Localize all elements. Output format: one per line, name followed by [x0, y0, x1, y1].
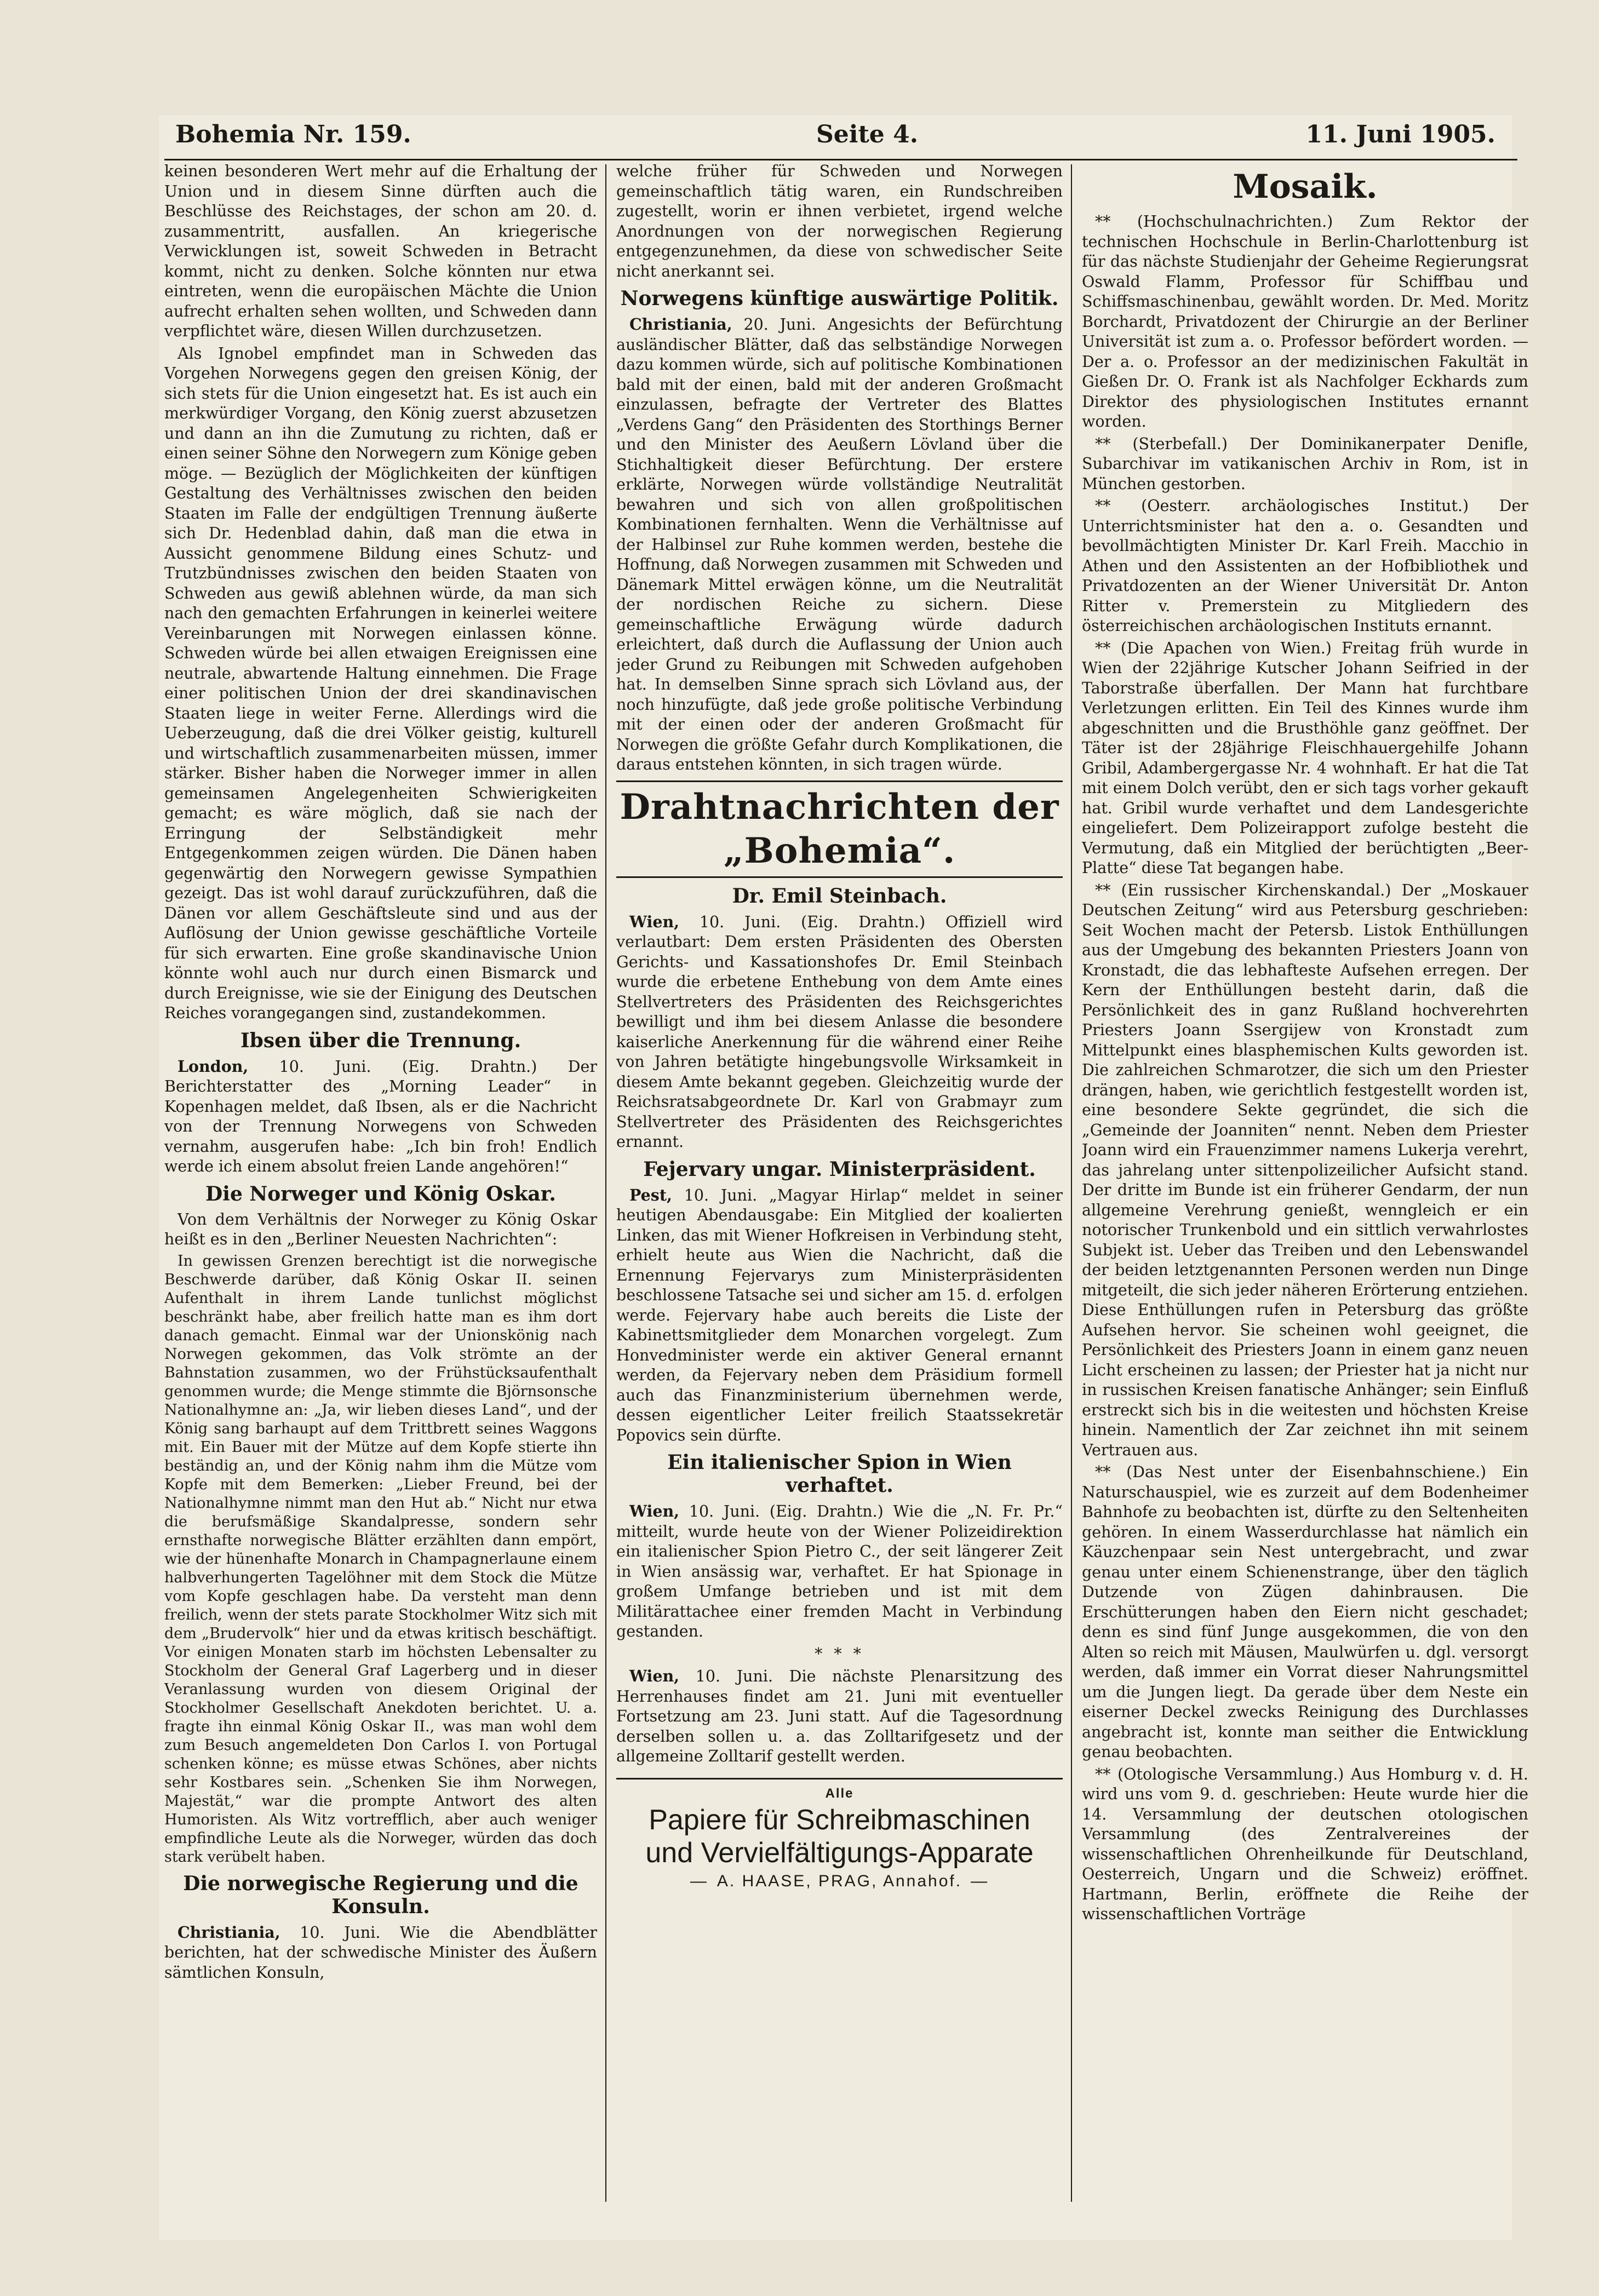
separator-stars: * * *: [815, 1644, 864, 1663]
dateline: Wien,: [629, 1502, 680, 1520]
mosaik-item: ** (Die Apachen von Wien.) Freitag früh wurde in Wien der 22jährige Kutscher Johann Seifried in der Taborstraße überfallen. Der Mann hat furchtbare Verletzungen erlitten. Ein Teil des Kinnes wurde ihm abgeschnitten und die Brusthöhle ganz geöffnet. Der Täter ist der 28jährige Fleischhauergehilfe Johann Gribil, Adambergergasse Nr. 4 wohnhaft. Er hat die Tat mit einem Dolch verübt, den er sich tags vorher gekauft hat. Gribil wurde verhaftet und dem Landesgerichte eingeliefert. Dem Polizeirapport zufolge besteht die Vermutung, daß ein Mitglied der berüchtigten „Beer-Platte“ diese Tat begangen habe.: [1082, 639, 1528, 877]
article-paragraph: 10. Juni. „Magyar Hirlap“ meldet in seiner heutigen Abendausgabe: Ein Mitglied der koalierten Linken, das mit Wiener Hofkreisen in Verbindung steht, erhielt heute aus Wien die Nachricht, daß die Ernennung Fejervarys zum Ministerpräsidenten beschlossene Tatsache sei und sicher am 15. d. erfolgen werde. Fejervary habe auch bereits die Liste der Kabinettsmitglieder dem Monarchen vorgelegt. Zum Honvedminister werde ein aktiver General ernannt werden, da Fejervary neben dem Präsidium formell auch das Finanzministerium übernehmen werde, dessen eigentlicher Leiter freilich Staatssekretär Popovics sein dürfte.: [616, 1186, 1063, 1444]
column-1: [164, 162, 597, 2205]
mosaik-item: ** (Sterbefall.) Der Dominikanerpater Denifle, Subarchivar im vatikanischen Archiv in Rom, ist in München gestorben.: [1082, 434, 1528, 493]
mosaik-item: ** (Hochschulnachrichten.) Zum Rektor der technischen Hochschule in Berlin-Charlottenburg ist für das nächste Studienjahr der Geheime Regierungsrat Oswald Flamm, Professor für Schiffbau und Schiffsmaschinenbau, gewählt worden. Dr. Med. Moritz Borchardt, Privatdozent der Chirurgie an der Berliner Universität ist zum a. o. Professor befördert worden. — Der a. o. Professor an der medizinischen Fakultät in Gießen Dr. O. Frank ist als Nachfolger Eckhards zum Direktor des physiologischen Institutes ernannt worden.: [1082, 213, 1528, 431]
column-3: [1082, 162, 1528, 2205]
section-title-drahtnachrichten: Drahtnachrichten der „Bohemia“.: [616, 780, 1063, 878]
ad-firm-dash: —: [690, 1872, 708, 1890]
advertisement: [616, 1778, 1063, 1892]
headline-regierung-konsuln: Die norwegische Regierung und die Konsuln.: [183, 1872, 578, 1918]
ad-firm-name: A. HAASE, PRAG, Annahof.: [717, 1872, 962, 1890]
ad-kicker: Alle: [825, 1786, 854, 1801]
ad-firm-dash: —: [971, 1872, 989, 1890]
dateline: Wien,: [629, 1667, 680, 1685]
dateline: Pest,: [629, 1185, 672, 1204]
column-rule-2: [1071, 164, 1072, 2202]
header-rule: [164, 159, 1517, 160]
article-paragraph: 10. Juni. (Eig. Drahtn.) Offiziell wird verlautbart: Dem ersten Präsidenten des Obersten Gerichts- und Kassationshofes Dr. Emil Steinbach wurde die erbetene Enthebung von dem Amte eines Stellvertreters des Präsidenten des Reichsgerichtes bewilligt und ihm bei diesem Anlasse die besondere kaiserliche Anerkennung für die während einer Reihe von Jahren betätigte hingebungsvolle Wirksamkeit in diesem Amte bekannt gegeben. Gleichzeitig wurde der Reichsratsabgeordnete Dr. Karl von Grabmayr zum Stellvertreter des Präsidenten des Reichsgerichtes ernannt.: [616, 912, 1063, 1151]
article-paragraph: 10. Juni. Die nächste Plenarsitzung des Herrenhauses findet am 21. Juni mit eventueller Fortsetzung am 23. Juni statt. Auf die Tagesordnung derselben sollen u. a. das Zolltarifgesetz und der allgemeine Zolltarif gestellt werden.: [616, 1667, 1063, 1765]
dateline: Wien,: [629, 912, 680, 931]
headline-norweger-oskar: Die Norweger und König Oskar.: [205, 1182, 556, 1206]
mosaik-item: ** (Das Nest unter der Eisenbahnschiene.) Ein Naturschauspiel, wie es zurzeit auf dem Bodenheimer Bahnhofe zu beobachten ist, dürfte zu den Seltenheiten gehören. In einem Wasserdurchlasse hat nämlich ein Käuzchenpaar sein Nest untergebracht, und zwar genau unter einem Schienenstrange, über den täglich Dutzende von Zügen dahinbrausen. Die Erschütterungen haben den Eiern nicht geschadet; denn es sind fünf Junge ausgekommen, die von den Alten so reich mit Mäusen, Maulwürfen u. dgl. versorgt werden, daß immer ein Vorrat dieser Nahrungsmittel um die Jungen liegt. Da gerade über dem Neste ein eiserner Deckel zwecks Reinigung des Durchlasses angebracht ist, konnte man seither die Entwicklung genau beobachten.: [1082, 1463, 1528, 1761]
dateline: Christiania,: [629, 315, 732, 334]
mosaik-item: ** (Otologische Versammlung.) Aus Homburg v. d. H. wird uns vom 9. d. geschrieben: Heute wurde hier die 14. Versammlung der deutschen otologischen Versammlung (des Zentralvereines der wissenschaftlichen Ohrenheilkunde für Deutschland, Oesterreich, Ungarn und die Schweiz) eröffnet. Hartmann, Berlin, eröffnete die Reihe der wissenschaftlichen Vorträge: [1082, 1765, 1528, 1923]
headline-steinbach: Dr. Emil Steinbach.: [732, 884, 947, 908]
header-date: 11. Juni 1905.: [1305, 120, 1495, 148]
mosaik-item: ** (Ein russischer Kirchenskandal.) Der „Moskauer Deutschen Zeitung“ wird aus Petersburg geschrieben: Seit Wochen macht der Petersb. Listok Enthüllungen aus der Umgebung des bekannten Priesters Joann von Kronstadt, die das lebhafteste Aufsehen erregen. Der Kern der Enthüllungen besteht darin, daß die Persönlichkeit des in ganz Rußland hochverehrten Priesters Joann Ssergijew von Kronstadt zum Mittelpunkt eines blasphemischen Kults geworden ist. Die zahlreichen Schmarotzer, die sich um den Priester drängen, haben, wie gerichtlich festgestellt worden ist, eine besondere Sekte gegründet, die sich die „Gemeinde der Joanniten“ nennt. Neben dem Priester Joann wird ein Frauenzimmer namens Lukerja verehrt, das jahrelang unter sittenpolizeilicher Aufsicht stand. Der dritte im Bunde ist ein früherer Gendarm, der nun allgemeine Verehrung genießt, wenngleich er ein notorischer Trunkenbold und ein sittlich verwahrlostes Subjekt ist. Ueber das Treiben und den Lebenswandel der beiden letztgenannten Personen werden nun Dinge mitgeteilt, die sich jeder näheren Erörterung entziehen. Diese Enthüllungen rufen in Petersburg das größte Aufsehen hervor. Sie scheinen wohl geeignet, die Persönlichkeit des Priesters Joann in einem ganz neuen Licht erscheinen zu lassen; der Priester hat ja nicht nur in russischen Kreisen fanatische Anhänger; sein Einfluß erstreckt sich bis in die weitesten und höchsten Kreise hinein. Namentlich der Zar zeichnet ihn mit seinem Vertrauen aus.: [1082, 881, 1528, 1459]
article-paragraph: In gewissen Grenzen berechtigt ist die norwegische Beschwerde darüber, daß König Oskar II. seinen Aufenthalt in ihrem Lande tunlichst möglichst beschränkt habe, aber freilich hatte man es ihm dort danach gemacht. Einmal war der Unionskönig nach Norwegen gekommen, das Volk strömte an der Bahnstation zusammen, wo der Frühstücksaufenthalt genommen wurde; die Menge stimmte die Björnsonsche Nationalhymne an: „Ja, wir lieben dieses Land“, und der König sang barhaupt auf dem Trittbrett seines Waggons mit. Ein Bauer mit der Mütze auf dem Kopfe stierte ihn beständig an, und der König nahm ihm die Mütze vom Kopfe mit dem Bemerken: „Lieber Freund, bei der Nationalhymne nimmt man den Hut ab.“ Nicht nur etwa die berufsmäßige Skandalpresse, sondern sehr ernsthafte norwegische Blätter erzählten dann empört, wie der hünenhafte Monarch in Champagnerlaune einem halbverhungerten Tagelöhner mit dem Stock die Mütze vom Kopfe geschlagen habe. Da versteht man denn freilich, wenn der stets parate Stockholmer Witz sich mit dem „Brudervolk“ hier und da etwas kritisch beschäftigt. Vor einigen Monaten starb im höchsten Lebensalter zu Stockholm der General Graf Lagerberg und in dieser Veranlassung wurden von diesem Original der Stockholmer Gesellschaft Anekdoten berichtet. U. a. fragte ihn einmal König Oskar II., was man wohl dem zum Besuch angemeldeten Don Carlos I. von Portugal schenken könne; es müsse etwas Schönes, aber nichts sehr Kostbares sein. „Schenken Sie ihm Norwegen, Majestät,“ war die prompte Antwort des alten Humoristen. Als Witz vortrefflich, aber auch weniger empfindliche Leute als die Norweger, würden das doch stark verübelt haben.: [164, 1252, 597, 1866]
header-masthead: Bohemia Nr. 159.: [175, 120, 411, 148]
article-paragraph: Von dem Verhältnis der Norweger zu König Oskar heißt es in den „Berliner Neuesten Nachrichten“:: [164, 1210, 597, 1248]
article-paragraph: keinen besonderen Wert mehr auf die Erhaltung der Union und in diesem Sinne dürften auch die Beschlüsse des Reichstages, der schon am 20. d. zusammentritt, ausfallen. An kriegerische Verwicklungen ist, soweit Schweden in Betracht kommt, nicht zu denken. Solche könnten nur etwa eintreten, wenn die europäischen Mächte die Union aufrecht erhalten sehen wollten, und Schweden dann verpflichtet wäre, diesen Willen durchzusetzen.: [164, 162, 597, 340]
headline-ibsen: Ibsen über die Trennung.: [240, 1029, 521, 1052]
article-paragraph: Als Ignobel empfindet man in Schweden das Vorgehen Norwegens gegen den greisen König, der sich stets für die Union eingesetzt hat. Es ist auch ein merkwürdiger Vorgang, den König zuerst abzusetzen und dann an ihn die Zumutung zu richten, daß er einen seiner Söhne den Norwegern zum Könige geben möge. — Bezüglich der Möglichkeiten der künftigen Gestaltung des Verhältnisses zwischen den beiden Staaten im Falle der endgültigen Trennung äußerte sich Dr. Hedenblad dahin, daß man die etwa in Aussicht genommene Bildung eines Schutz- und Trutzbündnisses zwischen den beiden Staaten von Schweden aus gewiß ablehnen würde, da man sich nach den gemachten Erfahrungen in keinerlei weitere Vereinbarungen mit Norwegen einlassen könne. Schweden würde bei allen etwaigen Ereignissen eine neutrale, abwartende Haltung einnehmen. Die Frage einer politischen Union der drei skandinavischen Staaten liege in weiter Ferne. Allerdings wird die Ueberzeugung, daß die drei Völker geistig, kulturell und wirtschaftlich zusammenarbeiten müssen, immer stärker. Bisher haben die Norweger immer in allen gemeinsamen Angelegenheiten Schwierigkeiten gemacht; es wäre möglich, daß sie nach der Erringung der Selbständigkeit mehr Entgegenkommen zeigen würden. Die Dänen haben gegenwärtig den Norwegern gewisse Sympathien gezeigt. Das ist wohl darauf zurückzuführen, daß die Dänen vor allem Geschäftsleute sind und aus der Auflösung der Union gewisse geschäftliche Vorteile für sich erwarten. Eine große skandinavische Union könnte wohl auch nur durch einen Bismarck und durch Ereignisse, wie sie der Einigung des Deutschen Reiches vorangegangen sind, zustandekommen.: [164, 344, 597, 1022]
column-2: [616, 162, 1063, 2205]
article-paragraph: 10. Juni. (Eig. Drahtn.) Wie die „N. Fr. Pr.“ mitteilt, wurde heute von der Wiener Polizeidirektion ein italienischer Spion Pietro C., der seit längerer Zeit in Wien ansässig war, verhaftet. Er hat Spionage in großem Umfange betrieben und ist mit dem Militärattachee einer fremden Macht in Verbindung gestanden.: [616, 1502, 1063, 1640]
ad-firm: [616, 1872, 1063, 1892]
article-paragraph: 10. Juni. (Eig. Drahtn.) Der Berichterstatter des „Morning Leader“ in Kopenhagen meldet, daß Ibsen, als er die Nachricht von der Trennung Norwegens von Schweden vernahm, ausgerufen habe: „Ich bin froh! Endlich werde ich einem absolut freien Lande angehören!“: [164, 1057, 597, 1175]
ad-line-1: Papiere für Schreibmaschinen: [649, 1804, 1030, 1836]
headline-fejervary: Fejervary ungar. Ministerpräsident.: [643, 1157, 1036, 1181]
page-header: [175, 120, 1495, 159]
dateline: Christiania,: [177, 1922, 280, 1942]
dateline: London,: [177, 1057, 249, 1076]
header-page-number: Seite 4.: [816, 120, 919, 148]
ad-line-2: und Vervielfältigungs-Apparate: [645, 1837, 1034, 1869]
article-paragraph: 10. Juni. Wie die Abendblätter berichten, hat der schwedische Minister des Äußern sämtlichen Konsuln,: [164, 1923, 597, 1982]
section-title-mosaik: Mosaik.: [1233, 168, 1378, 206]
article-paragraph: welche früher für Schweden und Norwegen gemeinschaftlich tätig waren, ein Rundschreiben zugestellt, worin er ihnen verbietet, irgend welche Anordnungen von der norwegischen Regierung entgegenzunehmen, da diese von schwedischer Seite nicht anerkannt sei.: [616, 162, 1063, 280]
headline-norwegen-politik: Norwegens künftige auswärtige Politik.: [620, 287, 1059, 310]
headline-spion: Ein italienischer Spion in Wien verhaftet.: [667, 1451, 1012, 1497]
column-rule-1: [605, 164, 606, 2202]
article-paragraph: 20. Juni. Angesichts der Befürchtung ausländischer Blätter, daß das selbständige Norwegen dazu kommen würde, sich auf politische Kombinationen bald mit der einen, bald mit der anderen Großmacht einzulassen, befragte der Vertreter des Blattes „Verdens Gang“ den Präsidenten des Storthings Berner und den Minister des Aeußern Lövland über die Stichhaltigkeit dieser Befürchtung. Der erstere erklärte, Norwegen würde vollständige Neutralität bewahren und sich von allen großpolitischen Kombinationen fernhalten. Wenn die Verhältnisse auf der Halbinsel zur Ruhe kommen werden, bestehe die Hoffnung, daß Norwegen zusammen mit Schweden und Dänemark Mittel erwägen könne, um die Neutralität der nordischen Reiche zu sichern. Diese gemeinschaftliche Erwägung würde dadurch erleichtert, daß durch die Auflassung der Union auch jeder Grund zu Reibungen mit Schweden aufgehoben hat. In demselben Sinne sprach sich Lövland aus, der noch hinzufügte, daß jede große politische Verbindung mit der einen oder der anderen Großmacht für Norwegen die größte Gefahr durch Komplikationen, die daraus entstehen könnten, in sich tragen würde.: [616, 315, 1063, 773]
mosaik-item: ** (Oesterr. archäologisches Institut.) Der Unterrichtsminister hat den a. o. Gesandten und bevollmächtigten Minister Dr. Karl Freih. Macchio in Athen und den Assistenten an der Hofbibliothek und Privatdozenten an der Wiener Universität Dr. Anton Ritter v. Premerstein zu Mitgliedern des österreichischen archäologischen Instituts ernannt.: [1082, 497, 1528, 635]
